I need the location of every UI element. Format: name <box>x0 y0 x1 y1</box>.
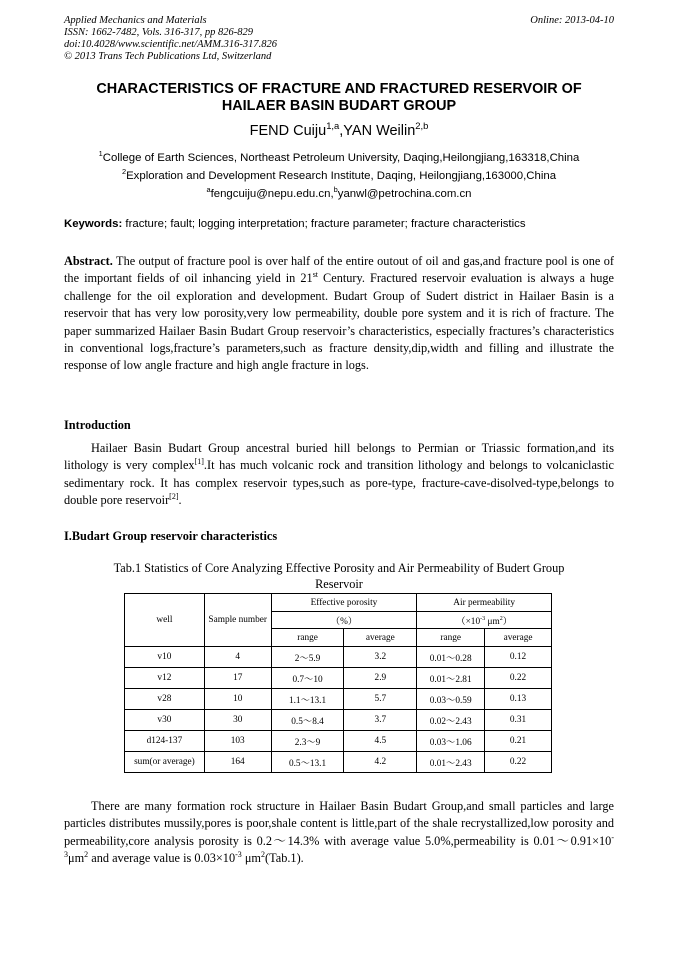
table-cell: 0.03～0.59 <box>417 689 485 710</box>
table-cell: 10 <box>204 689 271 710</box>
table-cell: 0.7～10 <box>271 668 344 689</box>
table-row <box>125 689 552 710</box>
author-1: FEND Cuiju <box>249 123 327 139</box>
affiliation-2 <box>30 168 648 184</box>
table-cell: v28 <box>125 689 205 710</box>
para2-text-3: and average value is 0.03×10 <box>88 851 236 866</box>
affiliation-1 <box>30 150 648 166</box>
email-b-mark: b <box>333 185 338 195</box>
table-cell: 0.01～2.81 <box>417 668 485 689</box>
table-cell: 0.5～13.1 <box>271 752 344 773</box>
table-cell: 0.31 <box>485 710 552 731</box>
keywords <box>64 217 614 232</box>
table-cell: sum(or average) <box>125 752 205 773</box>
header-porosity-unit: （%） <box>271 612 417 629</box>
table-header-row <box>125 594 552 612</box>
table-cell: 103 <box>204 731 271 752</box>
table-cell: 0.02～2.43 <box>417 710 485 731</box>
table-cell: 3.2 <box>344 647 417 668</box>
header-sample-number: Sample number <box>204 594 271 647</box>
table-cell: 4.5 <box>344 731 417 752</box>
keywords-label: Keywords: <box>64 218 123 230</box>
subheader-porosity-range: range <box>271 629 344 647</box>
para2-exp-2: 2 <box>84 850 89 860</box>
table-caption <box>64 561 614 592</box>
table-cell: 0.01～2.43 <box>417 752 485 773</box>
table-cell: 0.22 <box>485 668 552 689</box>
email-b: yanwl@petrochina.com.cn <box>337 188 472 200</box>
email-a: fengcuiju@nepu.edu.cn, <box>210 188 334 200</box>
perm-unit-c: ） <box>502 617 513 627</box>
author-2-affil: 2,b <box>415 120 429 132</box>
table-cell: 0.13 <box>485 689 552 710</box>
email-line <box>30 186 648 202</box>
body-paragraph <box>64 798 614 868</box>
subheader-permeability-range: range <box>417 629 485 647</box>
issn-line: ISSN: 1662-7482, Vols. 316-317, pp 826-829 <box>64 27 253 38</box>
table-cell: 4.2 <box>344 752 417 773</box>
para2-exp-1: -3 <box>64 832 614 860</box>
email-a-mark: a <box>206 185 211 195</box>
title-line-2: HAILAER BASIN BUDART GROUP <box>221 98 457 114</box>
para2-exp-4: 2 <box>261 850 265 860</box>
table-cell: 0.21 <box>485 731 552 752</box>
header-effective-porosity: Effective porosity <box>271 594 417 612</box>
table-caption-line-2: Reservoir <box>315 576 363 591</box>
table-cell: 2.3～9 <box>271 731 344 752</box>
intro-text-1: Hailaer Basin Budart Group ancestral buried hill belongs to Permian or Triassic formation,and its lithology is very complex <box>64 441 614 473</box>
abstract-label: Abstract. <box>64 254 113 268</box>
table-cell: 0.12 <box>485 647 552 668</box>
table-row <box>125 752 552 773</box>
introduction-heading: Introduction <box>64 418 131 432</box>
table-cell: 0.01～0.28 <box>417 647 485 668</box>
affiliation-1-mark: 1 <box>98 149 103 159</box>
table-cell: 4 <box>204 647 271 668</box>
table-row <box>125 731 552 752</box>
table-cell: 0.5～8.4 <box>271 710 344 731</box>
affiliation-2-text: Exploration and Development Research Institute, Daqing, Heilongjiang,163000,China <box>126 170 557 182</box>
journal-name: Applied Mechanics and Materials <box>64 15 207 26</box>
header-air-permeability: Air permeability <box>417 594 552 612</box>
perm-unit-a: （×10 <box>456 617 481 627</box>
affiliation-2-mark: 2 <box>121 167 127 177</box>
citation-2: [2] <box>169 492 179 502</box>
table-cell: 5.7 <box>344 689 417 710</box>
header-permeability-unit <box>417 612 552 629</box>
table-cell: 2.9 <box>344 668 417 689</box>
header-well: well <box>125 594 205 647</box>
keywords-text: fracture; fault; logging interpretation; fracture parameter; fracture characteristics <box>122 218 526 230</box>
table-cell: v12 <box>125 668 205 689</box>
abstract-text-2: Century. Fractured reservoir evaluation is always a huge challenge for the oil exploration and development. Budart Group of Sudert district in Hailaer Basin is a reservoir that has very low porosity,very low permeability, double pore system and it is rich of fracture. The paper summarized Hailaer Basin Budart Group reservoir’s characteristics, especially fractures’s characteristics in conventional logs,fracture’s parameters,such as fracture density,dip,width and filling and illustrate the response of low angle fracture and high angle fracture in logs. <box>64 271 615 373</box>
section-1-heading: I.Budart Group reservoir characteristics <box>64 529 278 543</box>
online-date: Online: 2013-04-10 <box>530 15 614 26</box>
citation-1: [1] <box>194 457 204 467</box>
introduction-paragraph <box>64 440 614 510</box>
para2-text-2: μm <box>68 851 85 866</box>
affiliation-1-text: College of Earth Sciences, Northeast Petroleum University, Daqing,Heilongjiang,163318,China <box>102 152 580 164</box>
para2-text-5: (Tab.1). <box>265 851 304 866</box>
table-cell: d124-137 <box>125 731 205 752</box>
intro-text-3: . <box>178 493 182 508</box>
table-row <box>125 647 552 668</box>
table-cell: 3.7 <box>344 710 417 731</box>
journal-header <box>64 15 277 63</box>
perm-unit-exp: -3 <box>480 615 486 622</box>
table-cell: 0.22 <box>485 752 552 773</box>
title-line-1: CHARACTERISTICS OF FRACTURE AND FRACTURED RESERVOIR OF <box>96 81 582 97</box>
table-cell: v30 <box>125 710 205 731</box>
table-cell: 30 <box>204 710 271 731</box>
perm-unit-b: μm <box>485 617 500 627</box>
author-separator: , <box>339 123 344 139</box>
author-2: YAN Weilin <box>343 123 416 139</box>
abstract <box>64 253 614 375</box>
table-cell: 1.1～13.1 <box>271 689 344 710</box>
table-caption-line-1: Tab.1 Statistics of Core Analyzing Effective Porosity and Air Permeability of Budert Group <box>113 561 565 575</box>
perm-unit-exp2: 2 <box>499 615 503 622</box>
table-cell: 2～5.9 <box>271 647 344 668</box>
para2-exp-3: -3 <box>235 850 242 860</box>
para2-text-1: There are many formation rock structure in Hailaer Basin Budart Group,and small particles and large particles distributes mussily,pores is poor,shale content is little,part of the shale recrystallized,low porosity and permeability,core analysis porosity is 0.2～14.3% with average value 5.0%,permeability is 0.01～0.91×10 <box>64 799 614 848</box>
copyright-line: © 2013 Trans Tech Publications Ltd, Switzerland <box>64 51 272 62</box>
table-cell: 17 <box>204 668 271 689</box>
author-1-affil: 1,a <box>326 120 340 132</box>
para2-text-4: μm <box>241 851 261 866</box>
intro-text-2: .It has much volcanic rock and transition lithology and belongs to volcaniclastic sedimentary rock. It has complex reservoir types,such as pore-type, fracture-cave-disolved-type,belongs to double pore reservoir <box>64 458 615 508</box>
author-line <box>40 122 638 140</box>
data-table <box>124 593 552 773</box>
abstract-superscript: st <box>312 270 319 280</box>
paper-title <box>40 81 638 115</box>
table-row <box>125 668 552 689</box>
abstract-text-1: The output of fracture pool is over half of the entire outout of oil and gas,and fracture pool is one of the important fields of oil inhancing yield in 21 <box>64 254 614 286</box>
doi-line: doi:10.4028/www.scientific.net/AMM.316-317.826 <box>64 39 277 50</box>
table-row <box>125 710 552 731</box>
table-cell: v10 <box>125 647 205 668</box>
table-cell: 164 <box>204 752 271 773</box>
subheader-permeability-average: average <box>485 629 552 647</box>
subheader-porosity-average: average <box>344 629 417 647</box>
table-cell: 0.03～1.06 <box>417 731 485 752</box>
